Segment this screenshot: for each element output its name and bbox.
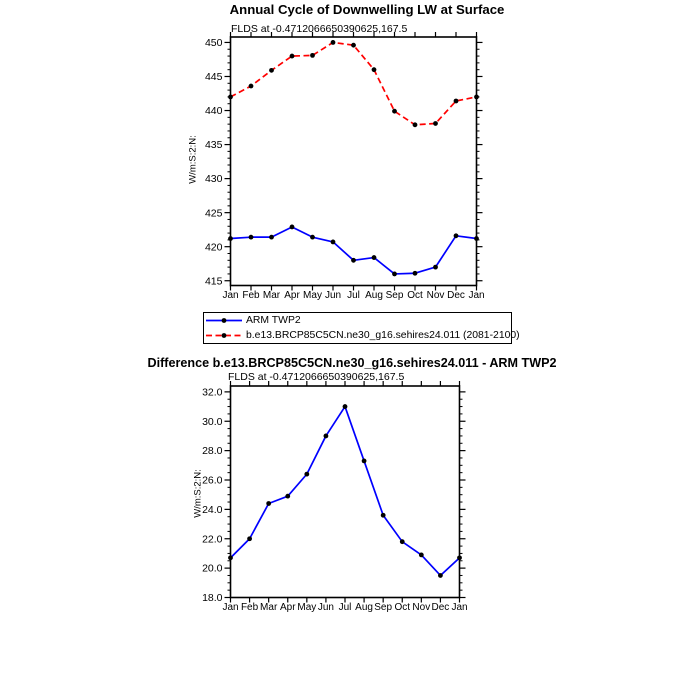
y-tick-label: 28.0: [202, 445, 223, 458]
series-line-0: [231, 407, 460, 576]
x-tick-label: Jan: [222, 602, 239, 613]
data-point: [266, 501, 271, 506]
data-point: [362, 459, 367, 464]
x-tick-label: Aug: [355, 602, 373, 613]
data-point: [392, 109, 397, 114]
y-tick-label: 435: [204, 139, 223, 152]
data-point: [413, 122, 418, 127]
x-tick-label: Jul: [347, 290, 360, 301]
data-point: [454, 233, 459, 238]
data-point: [474, 236, 479, 241]
data-point: [331, 40, 336, 45]
data-point: [228, 236, 233, 241]
series-line-1: [231, 42, 477, 124]
x-tick-label: Jan: [468, 290, 485, 301]
x-tick-label: Oct: [407, 290, 423, 301]
x-tick-label: Mar: [260, 602, 278, 613]
legend-label-arm-twp2: ARM TWP2: [246, 315, 301, 326]
top-chart-title: Annual Cycle of Downwelling LW at Surface: [229, 2, 505, 17]
y-tick-label: 18.0: [202, 592, 223, 605]
y-tick-label: 450: [204, 37, 223, 50]
data-point: [310, 235, 315, 240]
y-tick-label: 32.0: [202, 386, 223, 399]
data-point: [392, 272, 397, 277]
series-line-0: [231, 227, 477, 274]
x-tick-label: Jul: [338, 602, 352, 613]
data-point: [269, 68, 274, 73]
x-tick-label: Feb: [242, 290, 260, 301]
data-point: [372, 255, 377, 260]
legend-row-arm-twp2: [204, 313, 511, 328]
data-point: [438, 573, 443, 578]
y-tick-label: 22.0: [202, 533, 223, 546]
data-point: [351, 258, 356, 263]
x-tick-label: Jan: [222, 290, 239, 301]
data-point: [290, 54, 295, 59]
data-point: [290, 225, 295, 230]
data-point: [400, 539, 405, 544]
x-tick-label: Dec: [447, 290, 465, 301]
y-tick-label: 415: [204, 275, 223, 288]
x-tick-label: Sep: [385, 290, 404, 301]
data-point: [372, 67, 377, 72]
y-tick-label: 445: [204, 71, 223, 84]
y-tick-label: 30.0: [202, 415, 223, 428]
x-tick-label: May: [303, 290, 322, 301]
x-tick-label: Oct: [394, 602, 411, 613]
data-point: [269, 235, 274, 240]
legend-label-model: b.e13.BRCP85C5CN.ne30_g16.sehires24.011 (2081-2100): [246, 330, 520, 341]
x-tick-label: Nov: [412, 602, 431, 613]
legend-marker-dot: [222, 333, 227, 338]
data-point: [454, 99, 459, 104]
y-tick-label: 420: [204, 241, 223, 254]
bottom-chart-subtitle: FLDS at -0.4712066650390625,167.5: [228, 371, 405, 383]
y-tick-label: 440: [204, 105, 223, 118]
data-point: [419, 553, 424, 558]
y-tick-label: 24.0: [202, 503, 223, 516]
data-point: [304, 472, 309, 477]
data-point: [310, 53, 315, 58]
x-tick-label: Feb: [240, 602, 259, 613]
legend-line-sample-solid: [205, 314, 245, 327]
data-point: [433, 121, 438, 126]
data-point: [247, 536, 252, 541]
x-tick-label: Sep: [374, 602, 393, 613]
x-tick-label: Mar: [262, 290, 281, 301]
x-tick-label: Jan: [451, 602, 468, 613]
legend-marker-dot: [222, 318, 227, 323]
data-point: [474, 95, 479, 100]
legend-box: [203, 312, 520, 344]
data-point: [351, 43, 356, 48]
x-tick-label: Apr: [284, 290, 300, 301]
y-tick-label: 430: [204, 173, 223, 186]
top-chart-subtitle: FLDS at -0.4712066650390625,167.5: [231, 23, 408, 35]
x-tick-label: May: [297, 602, 317, 613]
bottom-chart-y-axis-label: W/m:S:2:N:: [192, 469, 204, 518]
data-point: [343, 404, 348, 409]
y-tick-label: 26.0: [202, 474, 223, 487]
data-point: [249, 235, 254, 240]
data-point: [324, 434, 329, 439]
top-chart-y-axis-label: W/m:S:2:N:: [187, 135, 199, 184]
x-tick-label: Aug: [365, 290, 383, 301]
x-tick-label: Dec: [431, 602, 450, 613]
legend-line-sample-dashed: [205, 329, 245, 342]
data-point: [249, 84, 254, 89]
data-point: [285, 494, 290, 499]
data-point: [228, 555, 233, 560]
y-tick-label: 20.0: [202, 562, 223, 575]
data-point: [228, 95, 233, 100]
bottom-chart-title: Difference b.e13.BRCP85C5CN.ne30_g16.sehires24.011 - ARM TWP2: [147, 356, 557, 370]
data-point: [433, 265, 438, 270]
x-tick-label: Jun: [317, 602, 334, 613]
x-tick-label: Nov: [426, 290, 445, 301]
data-point: [331, 240, 336, 245]
x-tick-label: Jun: [324, 290, 342, 301]
data-point: [457, 555, 462, 560]
legend-row-model: [204, 328, 520, 343]
plot-frame: [231, 386, 460, 598]
data-point: [381, 513, 386, 518]
y-tick-label: 425: [204, 207, 223, 220]
x-tick-label: Apr: [279, 602, 296, 613]
data-point: [413, 271, 418, 276]
